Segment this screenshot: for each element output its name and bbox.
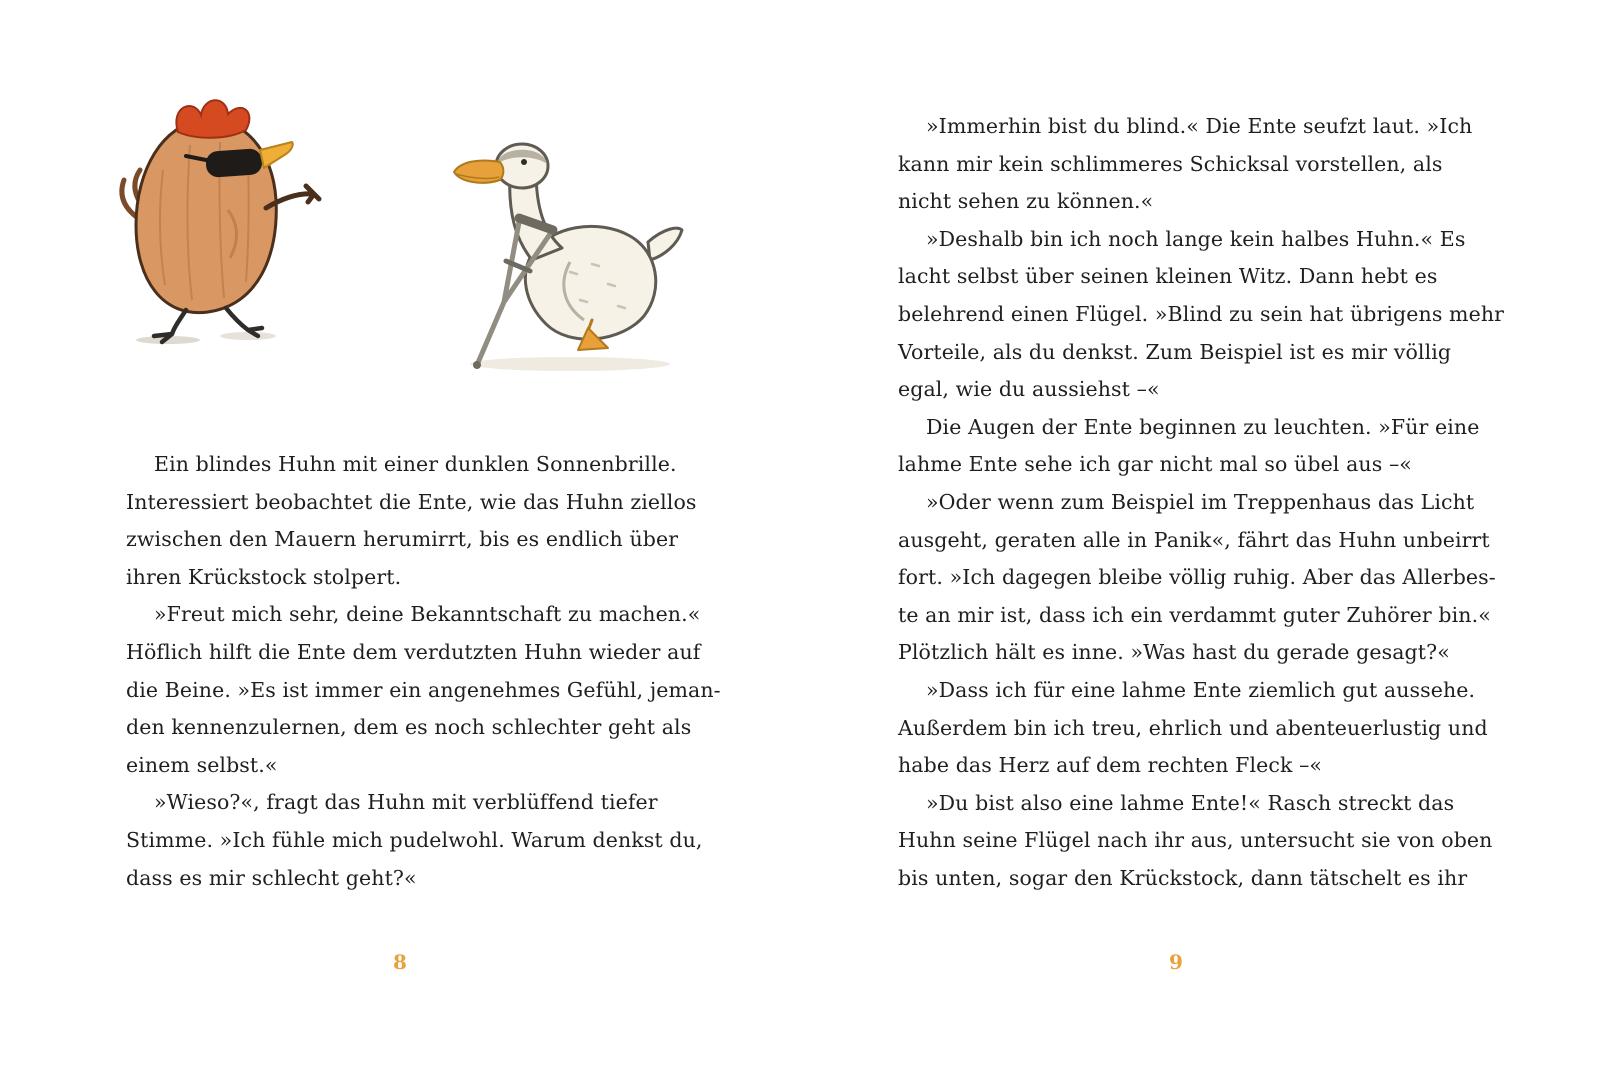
text-line: Ein blindes Huhn mit einer dunklen Sonnenbrille. (154, 452, 677, 476)
text-line: fort. »Ich dagegen bleibe völlig ruhig. Aber das Allerbes- (898, 565, 1496, 590)
text-line: »Wieso?«, fragt das Huhn mit verblüffend tiefer (154, 790, 658, 815)
duck-shadow (470, 357, 670, 371)
duck-eye (521, 159, 527, 165)
text-line: Höflich hilft die Ente dem verdutzten Huhn wieder auf (126, 639, 701, 664)
text-line: Außerdem bin ich treu, ehrlich und abenteuerlustig und (898, 715, 1488, 740)
blind-chicken-illustration (108, 90, 323, 345)
text-line: »Oder wenn zum Beispiel im Treppenhaus das Licht (926, 489, 1475, 514)
text-line: den kennenzulernen, dem es noch schlechter geht als (126, 715, 692, 740)
text-line: Vorteile, als du denkst. Zum Beispiel ist es mir völlig (898, 339, 1452, 364)
text-line: die Beine. »Es ist immer ein angenehmes Gefühl, jeman- (126, 677, 721, 702)
text-line: te an mir ist, dass ich ein verdammt guter Zuhörer bin.« (898, 602, 1491, 627)
page-number-right: 9 (1169, 950, 1183, 974)
text-line: »Du bist also eine lahme Ente!« Rasch streckt das (926, 790, 1455, 815)
text-line: lacht selbst über seinen kleinen Witz. Dann hebt es (898, 264, 1438, 289)
chicken-back-leg (226, 308, 262, 336)
text-line: zwischen den Mauern herumirrt, bis es endlich über (126, 527, 679, 552)
chicken-comb (176, 100, 249, 138)
text-line: Die Augen der Ente beginnen zu leuchten. »Für eine (926, 414, 1480, 439)
text-line: egal, wie du aussiehst –« (898, 377, 1160, 402)
duck-with-crutch-illustration (420, 122, 725, 377)
book-page-right (800, 0, 1600, 1084)
left-page-text (126, 446, 721, 897)
text-line: »Immerhin bist du blind.« Die Ente seufzt laut. »Ich (926, 114, 1473, 138)
text-line: ausgeht, geraten alle in Panik«, fährt das Huhn unbeirrt (898, 527, 1490, 552)
text-line: Huhn seine Flügel nach ihr aus, untersucht sie von oben (898, 828, 1493, 853)
text-line: kann mir kein schlimmeres Schicksal vorstellen, als (898, 151, 1443, 176)
text-line: Interessiert beobachtet die Ente, wie das Huhn ziellos (126, 489, 697, 514)
text-line: belehrend einen Flügel. »Blind zu sein hat übrigens mehr (898, 301, 1505, 326)
text-line: Plötzlich hält es inne. »Was hast du gerade gesagt?« (898, 640, 1450, 665)
text-line: »Freut mich sehr, deine Bekanntschaft zu machen.« (154, 602, 701, 627)
duck-tail (648, 228, 682, 260)
text-line: bis unten, sogar den Krückstock, dann tätschelt es ihr (898, 865, 1468, 890)
text-line: dass es mir schlecht geht?« (126, 865, 417, 890)
chicken-beak (260, 142, 293, 168)
text-line: einem selbst.« (126, 752, 278, 777)
text-line: lahme Ente sehe ich gar nicht mal so übel aus –« (898, 452, 1412, 477)
chicken-shadow-2 (220, 332, 276, 340)
text-line: ihren Krückstock stolpert. (126, 564, 402, 589)
text-line: Stimme. »Ich fühle mich pudelwohl. Warum denkst du, (126, 827, 703, 852)
page-number-left: 8 (393, 950, 407, 974)
text-line: »Dass ich für eine lahme Ente ziemlich gut aussehe. (926, 677, 1476, 702)
chicken-body (136, 120, 276, 313)
duck-bill (454, 160, 503, 182)
text-line: »Deshalb bin ich noch lange kein halbes Huhn.« Es (926, 226, 1466, 251)
crutch-tip (473, 361, 481, 369)
text-line: nicht sehen zu können.« (898, 189, 1154, 214)
sunglasses (205, 148, 263, 178)
text-line: habe das Herz auf dem rechten Fleck –« (898, 753, 1323, 778)
right-page-text (898, 108, 1505, 897)
